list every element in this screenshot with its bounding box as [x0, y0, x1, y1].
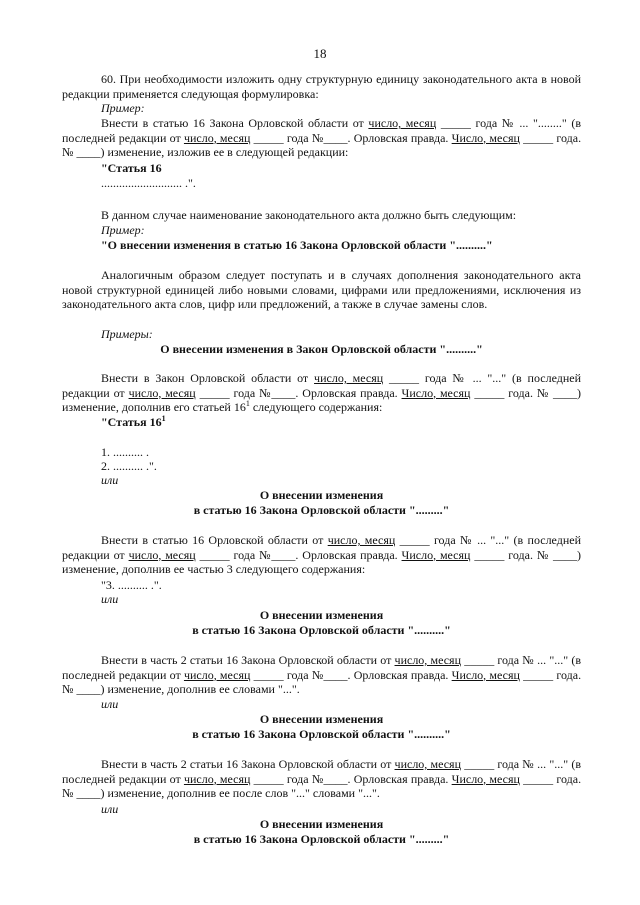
quote-dots: ........................... .".	[101, 176, 196, 190]
paragraph-60	[62, 72, 581, 101]
ex3-text: Внести в часть 2 статьи 16 Закона Орловской области от число, месяц _____ года № ... "..." (в последней редакции от число, месяц _____ года №____. Орловская правда. Число, месяц _____ года. № ____) изменение, дополнив ее словами "...".	[62, 653, 582, 696]
ex5-title-1: О внесении изменения	[259, 817, 384, 831]
ex2-title-2: в статью 16 Закона Орловской области "........."	[193, 503, 450, 517]
page-number: 18	[313, 46, 327, 61]
analog-paragraph: Аналогичным образом следует поступать и в случаях дополнения законодательного акта новой структурной единицей либо новыми словами, цифрами или предложениями, исключения из законодательного акта слов, цифр или предложений, а также в случае замены слов.	[62, 268, 581, 311]
ex5-title-2: в статью 16 Закона Орловской области "........."	[193, 832, 450, 846]
ex3-or: или	[101, 697, 119, 711]
ex4-title-1: О внесении изменения	[259, 712, 384, 726]
ex1-item2: 2. .......... .".	[101, 459, 157, 473]
ex4-text: Внести в часть 2 статьи 16 Закона Орловской области от число, месяц _____ года № ... "..." (в последней редакции от число, месяц _____ года №____. Орловская правда. Число, месяц _____ года. № ____) изменение, дополнив ее после слов "..." словами "...".	[62, 757, 582, 800]
ex2-title-1: О внесении изменения	[259, 488, 384, 502]
ex2-or: или	[101, 592, 119, 606]
ex1-item1: 1. .......... .	[101, 445, 149, 459]
title-note-label: Пример:	[101, 223, 145, 237]
ex1-article: "Статья $16^1$	[101, 414, 166, 429]
ex4-title-2: в статью 16 Закона Орловской области ".........."	[192, 727, 451, 741]
example-text: Внести в статью 16 Закона Орловской области от число, месяц _____ года № ... "........" (в последней редакции от число, месяц _____ года №____. Орловская правда. Число, месяц _____ года. № ____) изменение, изложив ее в следующей редакции:	[62, 116, 582, 159]
ex1-title: О внесении изменения в Закон Орловской области ".........."	[160, 342, 483, 356]
ex1-or: или	[101, 473, 119, 487]
ex2-text: Внести в статью 16 Орловской области от число, месяц _____ года № ... "..." (в последней редакции от число, месяц _____ года №____. Орловская правда. Число, месяц _____ года. № ____) изменение, дополнив ее частью 3 следующего содержания:	[62, 533, 582, 576]
quote-article: "Статья 16	[101, 161, 162, 175]
title-note-example: "О внесении изменения в статью 16 Закона Орловской области ".........."	[101, 238, 493, 252]
ex4-or: или	[101, 802, 119, 816]
ex3-title-1: О внесении изменения	[259, 608, 384, 622]
ex2-quote: "3. .......... .".	[101, 578, 162, 592]
ex3-title-2: в статью 16 Закона Орловской области ".........."	[192, 623, 451, 637]
title-note-text: В данном случае наименование законодательного акта должно быть следующим:	[101, 208, 517, 222]
examples-label: Примеры:	[101, 327, 153, 341]
ex1-text: Внести в Закон Орловской области от число, месяц _____ года № ... "..." (в последней редакции от число, месяц _____ года №____. Орловская правда. Число, месяц _____ года. № ____) изменение, дополнив его статьей $16^1$ следующего содержания:	[62, 371, 582, 414]
paragraph-60-text: 60. При необходимости изложить одну структурную единицу законодательного акта в новой редакции применяется следующая формулировка:	[62, 72, 581, 101]
example-label: Пример:	[101, 101, 145, 115]
